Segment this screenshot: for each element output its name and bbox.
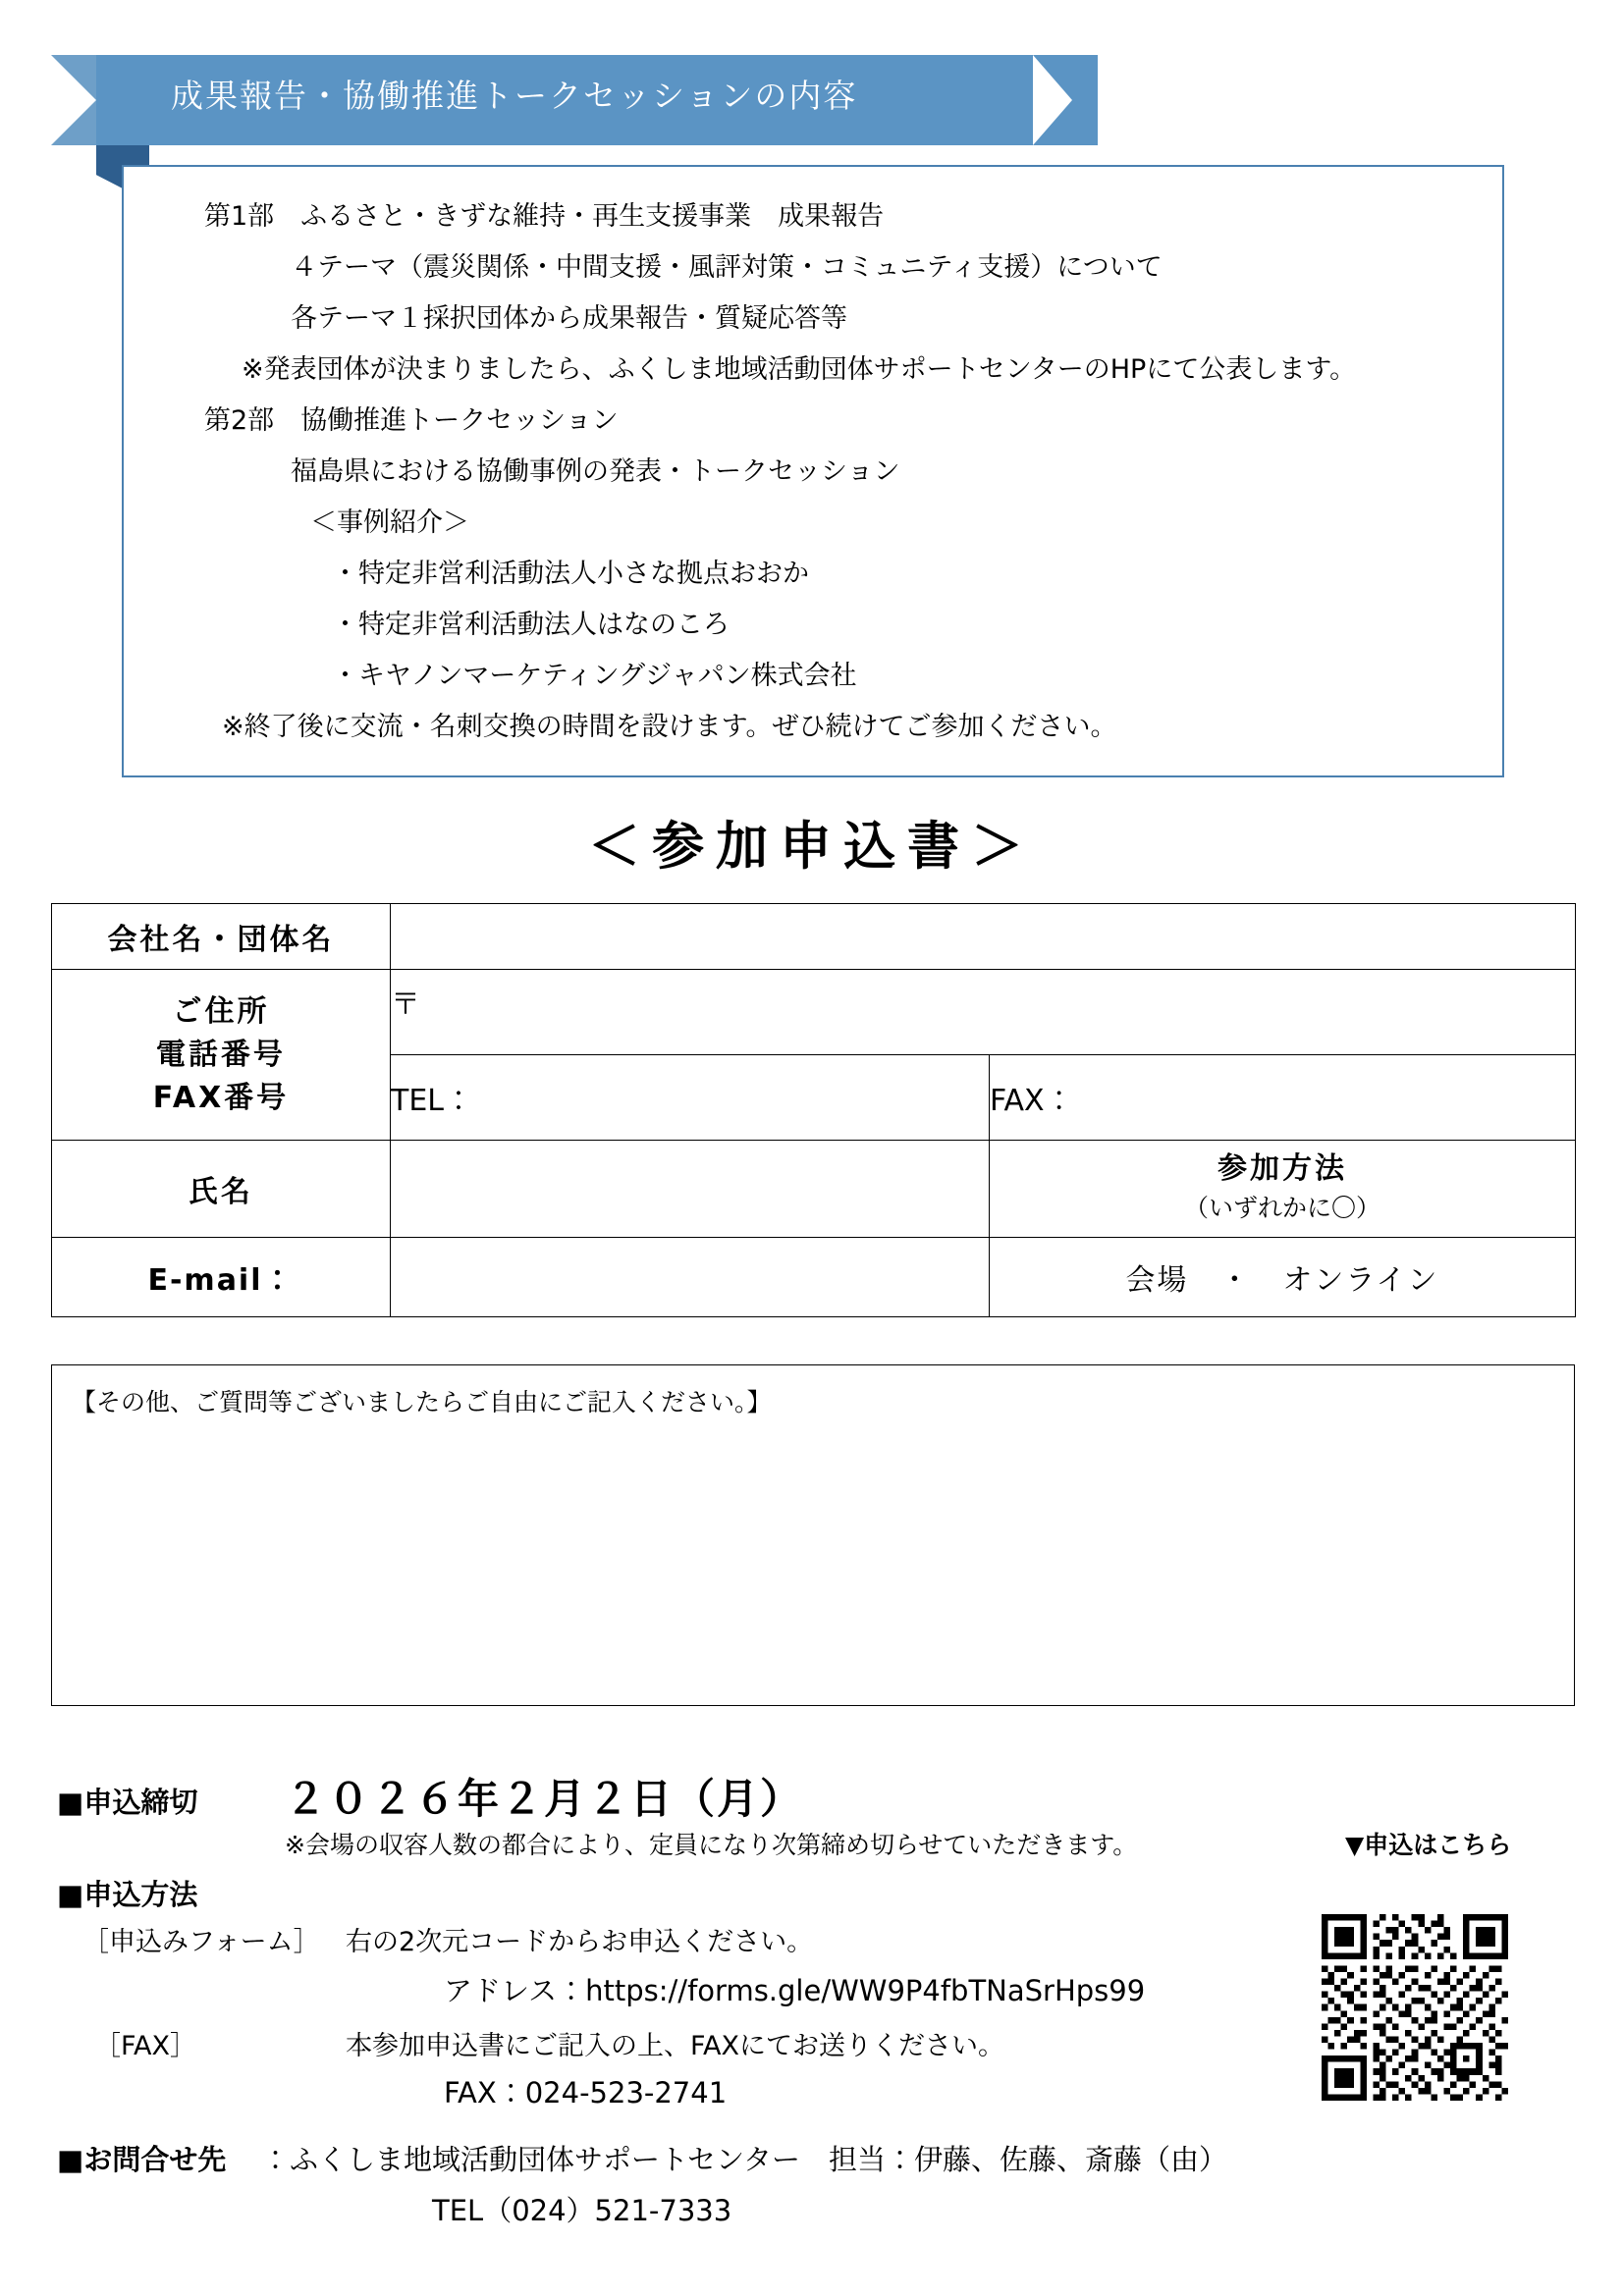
email-label: E-mail：: [52, 1238, 391, 1317]
fax-method-label: ［FAX］: [94, 2031, 197, 2061]
content-line-10: ・キヤノンマーケティングジャパン株式会社: [332, 661, 857, 691]
fax-input[interactable]: FAX：: [990, 1055, 1576, 1141]
content-line-1: 第1部 ふるさと・きずな維持・再生支援事業 成果報告: [204, 201, 885, 232]
qr-caption: ▼申込はこちら: [1345, 1831, 1512, 1859]
fax-method-text: 本参加申込書にご記入の上、FAXにてお送りください。: [346, 2031, 1005, 2061]
ribbon-left-tail: [51, 55, 96, 145]
ribbon-right-notch: [1033, 55, 1072, 145]
content-line-4: ※発表団体が決まりましたら、ふくしま地域活動団体サポートセンターのHPにて公表します。: [242, 354, 1357, 385]
form-label: ［申込みフォーム］: [82, 1927, 320, 1957]
content-line-8: ・特定非営利活動法人小さな拠点おおか: [332, 559, 809, 589]
table-row-company: [52, 904, 1576, 970]
section-banner: [51, 47, 1175, 163]
banner-title: 成果報告・協働推進トークセッションの内容: [171, 77, 858, 115]
contact-label: ■お問合せ先: [57, 2143, 227, 2176]
address-label: [52, 970, 391, 1141]
application-table: [51, 903, 1576, 1317]
method-label: ■申込方法: [57, 1878, 198, 1911]
free-comment-label: 【その他、ご質問等ございましたらご自由にご記入ください。】: [72, 1388, 772, 1416]
free-comment-box[interactable]: [51, 1364, 1575, 1706]
company-input[interactable]: [391, 904, 1576, 970]
content-line-9: ・特定非営利活動法人はなのころ: [332, 610, 730, 640]
postal-input[interactable]: 〒: [391, 970, 1576, 1055]
join-method-header: [990, 1141, 1576, 1238]
contact-text: ：ふくしま地域活動団体サポートセンター 担当：伊藤、佐藤、斎藤（由）: [261, 2143, 1227, 2176]
form-address[interactable]: アドレス：https://forms.gle/WW9P4fbTNaSrHps99: [444, 1974, 1146, 2007]
join-options[interactable]: 会場 ・ オンライン: [990, 1238, 1576, 1317]
qr-code[interactable]: [1322, 1914, 1508, 2101]
content-line-7: ＜事例紹介＞: [310, 507, 469, 538]
content-line-6: 福島県における協働事例の発表・トークセッション: [291, 456, 900, 487]
join-method-sub: （いずれかに〇）: [1183, 1194, 1380, 1222]
content-line-3: 各テーマ１採択団体から成果報告・質疑応答等: [291, 303, 847, 334]
form-title: ＜参加申込書＞: [588, 817, 1035, 877]
content-line-11: ※終了後に交流・名刺交換の時間を設けます。ぜひ続けてご参加ください。: [222, 712, 1117, 742]
qr-code-image: [1322, 1914, 1508, 2101]
content-line-5: 第2部 協働推進トークセッション: [204, 405, 619, 436]
company-label: 会社名・団体名: [52, 904, 391, 970]
deadline-label: ■申込締切: [57, 1786, 198, 1819]
email-input[interactable]: [391, 1238, 990, 1317]
content-line-2: ４テーマ（震災関係・中間支援・風評対策・コミュニティ支援）について: [291, 252, 1163, 283]
deadline-date: ２０２６年２月２日（月）: [285, 1775, 804, 1823]
address-label-line3: FAX番号: [152, 1080, 290, 1115]
address-label-line2: 電話番号: [156, 1037, 286, 1072]
session-content-box: [122, 165, 1504, 777]
address-label-line1: ご住所: [172, 993, 270, 1029]
name-label: 氏名: [52, 1141, 391, 1238]
deadline-note: ※会場の収容人数の都合により、定員になり次第締め切らせていただきます。: [285, 1831, 1138, 1859]
name-input[interactable]: [391, 1141, 990, 1238]
table-row-name: [52, 1141, 1576, 1238]
fax-number: FAX：024-523-2741: [444, 2076, 728, 2109]
join-method-label: 参加方法: [1217, 1151, 1347, 1186]
form-text: 右の2次元コードからお申込ください。: [346, 1927, 814, 1957]
table-row-email: [52, 1238, 1576, 1317]
tel-input[interactable]: TEL：: [391, 1055, 990, 1141]
table-row-address: [52, 970, 1576, 1055]
contact-tel: TEL（024）521-7333: [432, 2194, 732, 2227]
